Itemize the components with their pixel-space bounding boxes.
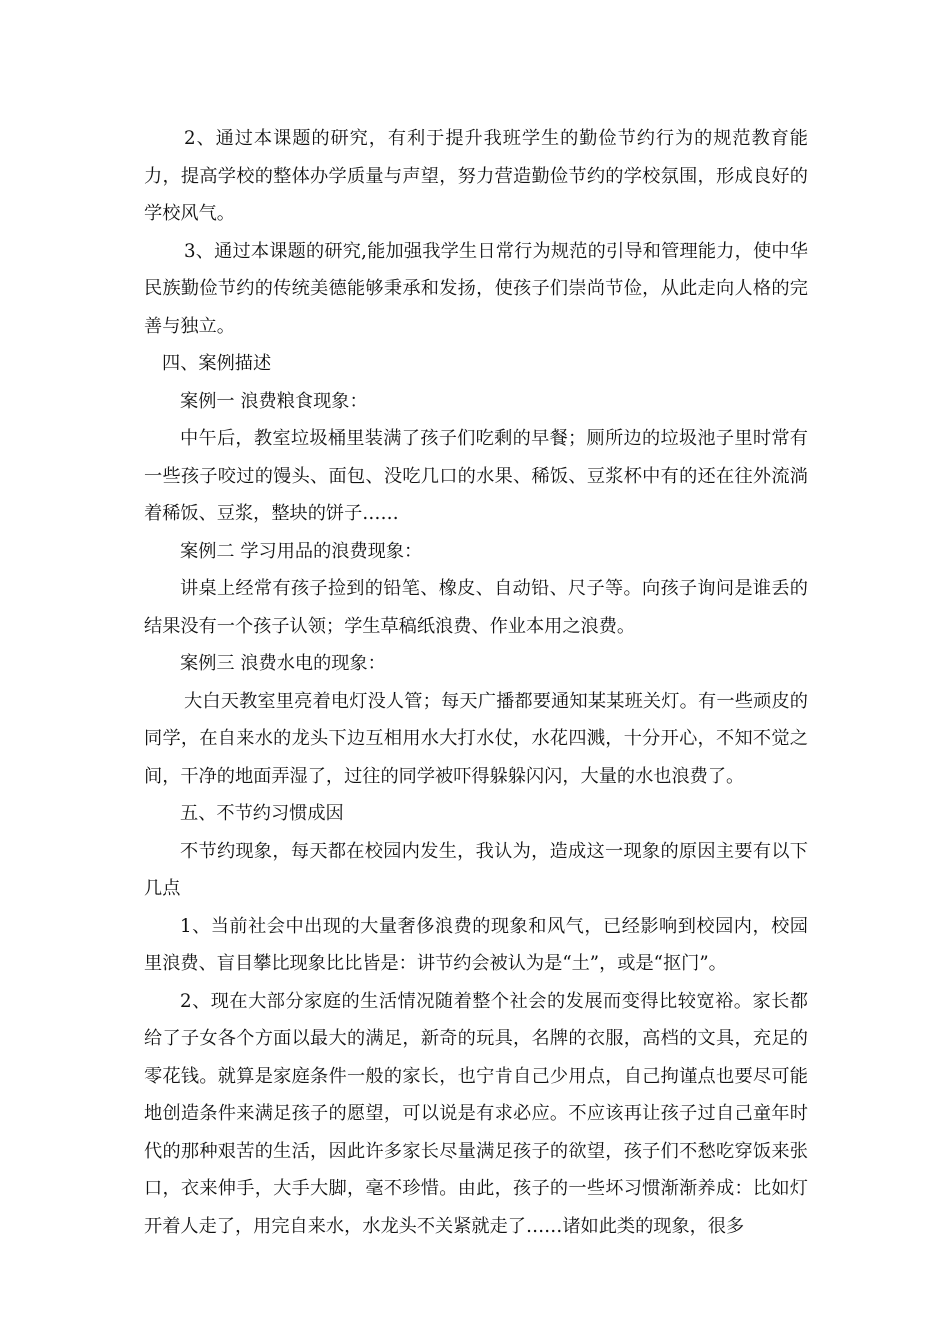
paragraph-cause-1: 1、当前社会中出现的大量奢侈浪费的现象和风气，已经影响到校园内，校园里浪费、盲目攀比现象比比皆是：讲节约会被认为是“土”，或是“抠门”。 <box>144 915 808 974</box>
case-title-utility-waste: 案例三 浪费水电的现象： <box>180 653 386 674</box>
case-title-supplies-waste: 案例二 学习用品的浪费现象： <box>180 540 423 562</box>
paragraph-supplies-waste: 讲桌上经常有孩子捡到的铅笔、橡皮、自动铅、尺子等。向孩子询问是谁丢的结果没有一个孩子认领；学生草稿纸浪费、作业本用之浪费。 <box>144 578 808 637</box>
paragraph-causes-intro: 不节约现象，每天都在校园内发生，我认为，造成这一现象的原因主要有以下几点 <box>144 840 808 899</box>
case-title-food-waste: 案例一 浪费粮食现象： <box>180 390 368 412</box>
paragraph-research-benefit-2: 2、通过本课题的研究，有利于提升我班学生的勤俭节约行为的规范教育能力，提高学校的整体办学质量与声望，努力营造勤俭节约的学校氛围，形成良好的学校风气。 <box>144 128 808 224</box>
paragraph-cause-2: 2、现在大部分家庭的生活情况随着整个社会的发展而变得比较宽裕。家长都给了子女各个方面以最大的满足，新奇的玩具，名牌的衣服，高档的文具，充足的零花钱。就算是家庭条件一般的家长，也宁肯自己少用点，自己拘谨点也要尽可能地创造条件来满足孩子的愿望，可以说是有求必应。不应该再让孩子过自己童年时代的那种艰苦的生活，因此许多家长尽量满足孩子的欲望，孩子们不愁吃穿饭来张口，衣来伸手，大手大脚，毫不珍惜。由此，孩子的一些坏习惯渐渐养成：比如灯开着人走了，用完自来水，水龙头不关紧就走了……诸如此类的现象，很多 <box>144 990 808 1237</box>
section-heading-case-description: 四、案例描述 <box>162 353 272 374</box>
paragraph-food-waste: 中午后，教室垃圾桶里装满了孩子们吃剩的早餐；厕所边的垃圾池子里时常有一些孩子咬过的馒头、面包、没吃几口的水果、稀饭、豆浆杯中有的还在往外流淌着稀饭、豆浆，整块的饼子…… <box>144 428 808 524</box>
paragraph-research-benefit-3: 3、通过本课题的研究,能加强我学生日常行为规范的引导和管理能力，使中华民族勤俭节约的传统美德能够秉承和发扬，使孩子们崇尚节俭，从此走向人格的完善与独立。 <box>144 240 808 337</box>
paragraph-utility-waste: 大白天教室里亮着电灯没人管；每天广播都要通知某某班关灯。有一些顽皮的同学，在自来水的龙头下边互相用水大打水仗，水花四溅，十分开心，不知不觉之间，干净的地面弄湿了，过往的同学被吓得躲躲闪闪，大量的水也浪费了。 <box>144 690 808 787</box>
section-heading-causes: 五、不节约习惯成因 <box>180 803 344 824</box>
document-body <box>144 120 808 1245</box>
